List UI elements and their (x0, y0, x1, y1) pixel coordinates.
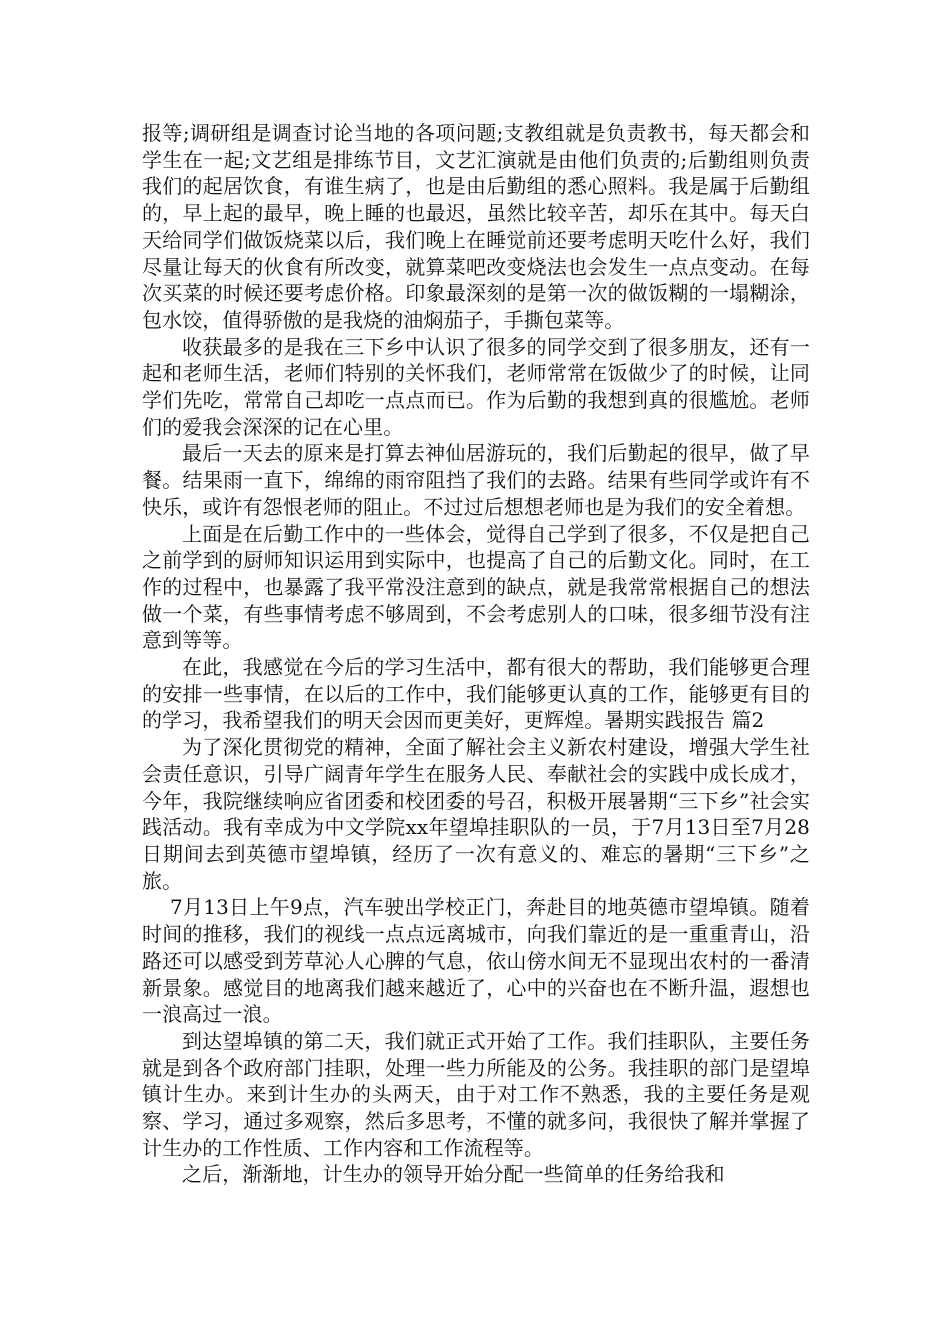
paragraph-last-day: 最后一天去的原来是打算去神仙居游玩的，我们后勤起的很早，做了早餐。结果雨一直下，绵绵的雨帘阻挡了我们的去路。结果有些同学或许有不快乐，或许有怨恨老师的阻止。不过过后想想老师也是为我们的安全着想。 (142, 441, 810, 519)
paragraph-arrival-work: 到达望埠镇的第二天，我们就正式开始了工作。我们挂职队，主要任务就是到各个政府部门挂职，处理一些力所能及的公务。我挂职的部门是望埠镇计生办。来到计生办的头两天，由于对工作不熟悉，我的主要任务是观察、学习，通过多观察，然后多思考，不懂的就多问，我很快了解并掌握了计生办的工作性质、工作内容和工作流程等。 (142, 1028, 810, 1160)
paragraph-conclusion-section-title: 在此，我感觉在今后的学习生活中，都有很大的帮助，我们能够更合理的安排一些事情，在以后的工作中，我们能够更认真的工作，能够更有目的的学习，我希望我们的明天会因而更美好，更辉煌。暑期实践报告 篇2 (142, 655, 810, 733)
paragraph-logistics-duties: 报等;调研组是调查讨论当地的各项问题;支教组就是负责教书，每天都会和学生在一起;文艺组是排练节目，文艺汇演就是由他们负责的;后勤组则负责我们的起居饮食，有谁生病了，也是由后勤组的悉心照料。我是属于后勤组的，早上起的最早，晚上睡的也最迟，虽然比较辛苦，却乐在其中。每天白天给同学们做饭烧菜以后，我们晚上在睡觉前还要考虑明天吃什么好，我们尽量让每天的伙食有所改变，就算菜吧改变烧法也会发生一点点变动。在每次买菜的时候还要考虑价格。印象最深刻的是第一次的做饭糊的一塌糊涂，包水饺，值得骄傲的是我烧的油焖茄子，手撕包菜等。 (142, 121, 810, 332)
document-body (142, 120, 810, 1188)
paragraph-gains-friends: 收获最多的是我在三下乡中认识了很多的同学交到了很多朋友，还有一起和老师生活，老师们特别的关怀我们，老师常常在饭做少了的时候，让同学们先吃，常常自己却吃一点点而已。作为后勤的我想到真的很尴尬。老师们的爱我会深深的记在心里。 (142, 334, 810, 439)
paragraph-section2-intro: 为了深化贯彻党的精神，全面了解社会主义新农村建设，增强大学生社会责任意识，引导广阔青年学生在服务人民、奉献社会的实践中成长成才，今年，我院继续响应省团委和校团委的号召，积极开展暑期“三下乡”社会实践活动。我有幸成为中文学院xx年望埠挂职队的一员，于7月13日至7月28日期间去到英德市望埠镇，经历了一次有意义的、难忘的暑期“三下乡”之旅。 (142, 735, 810, 893)
paragraph-reflection: 上面是在后勤工作中的一些体会，觉得自己学到了很多，不仅是把自己之前学到的厨师知识运用到实际中，也提高了自己的后勤文化。同时，在工作的过程中，也暴露了我平常没注意到的缺点，就是我常常根据自己的想法做一个菜，有些事情考虑不够周到，不会考虑别人的口味，很多细节没有注意到等等。 (142, 521, 810, 653)
paragraph-departure: 7月13日上午9点，汽车驶出学校正门，奔赴目的地英德市望埠镇。随着时间的推移，我们的视线一点点远离城市，向我们靠近的是一重重青山，沿路还可以感受到芳草沁人心脾的气息，依山傍水间无不显现出农村的一番清新景象。感觉目的地离我们越来越近了，心中的兴奋也在不断升温，遐想也一浪高过一浪。 (142, 895, 810, 1027)
paragraph-tasks-start: 之后，渐渐地，计生办的领导开始分配一些简单的任务给我和 (182, 1162, 725, 1187)
